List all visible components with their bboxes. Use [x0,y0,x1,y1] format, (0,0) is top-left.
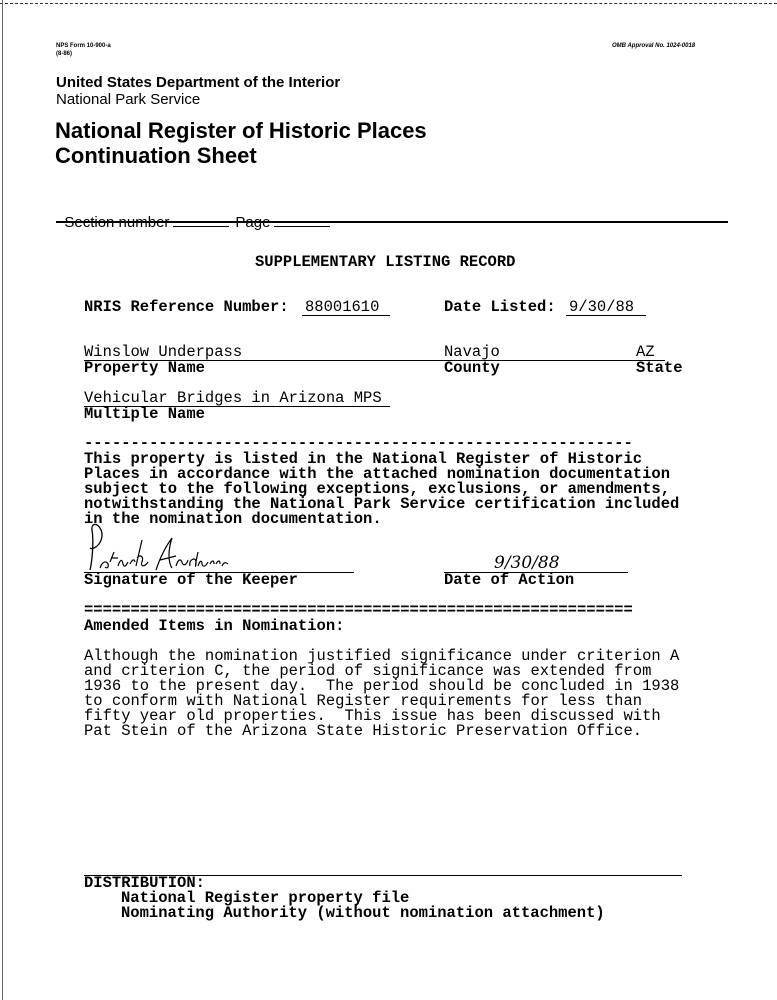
nris-value: 88001610 [305,298,380,316]
statement-line: subject to the following exceptions, exclusions, or amendments, [84,480,670,498]
date-listed-label: Date Listed: [444,298,556,316]
action-date-handwritten: 9/30/88 [494,553,560,573]
form-date: (8-86) [56,51,73,57]
amended-heading: Amended Items in Nomination: [84,617,345,635]
date-of-action-label: Date of Action [444,571,575,589]
property-name-value: Winslow Underpass [84,343,243,361]
dash-rule: ----------------------------------------------------------- [84,434,633,452]
signature-label: Signature of the Keeper [84,571,298,589]
page-title-line1: National Register of Historic Places [55,118,427,143]
distribution-heading: DISTRIBUTION: [84,874,205,892]
multiple-name-value: Vehicular Bridges in Arizona MPS [84,389,382,407]
amended-line: and criterion C, the period of significance was extended from [84,662,652,680]
top-border [0,3,777,4]
state-label: State [636,359,683,377]
county-label: County [444,359,500,377]
department: United States Department of the Interior [56,74,341,91]
page-title-line2: Continuation Sheet [55,143,257,168]
distribution-item: Nominating Authority (without nomination attachment) [121,904,605,922]
section-number-label: Section number [64,214,170,231]
section-number-blank [173,212,229,227]
amended-line: Although the nomination justified significance under criterion A [84,647,680,665]
statement-line: Places in accordance with the attached nomination documentation [84,465,670,483]
nris-underline [302,315,390,316]
record-heading: SUPPLEMENTARY LISTING RECORD [255,253,516,271]
multiple-name-label: Multiple Name [84,405,205,423]
property-name-label: Property Name [84,359,205,377]
county-value: Navajo [444,343,500,361]
statement-line: in the nomination documentation. [84,510,382,528]
distribution-item: National Register property file [121,889,410,907]
left-border [2,0,4,1000]
section-page-row [56,195,336,231]
statement-line: This property is listed in the National Register of Historic [84,450,643,468]
keeper-signature [82,522,242,572]
amended-line: fifty year old properties. This issue has been discussed with [84,707,661,725]
amended-line: to conform with National Register requirements for less than [84,692,643,710]
page-label: Page [235,214,271,231]
header-rule [56,221,728,223]
amended-line: 1936 to the present day. The period should be concluded in 1938 [84,677,680,695]
page-number-blank [274,212,330,227]
statement-line: notwithstanding the National Park Service certification included [84,495,680,513]
state-value: AZ [636,343,655,361]
omb-approval: OMB Approval No. 1024-0018 [612,43,696,49]
date-listed-underline [566,315,646,316]
amended-line: Pat Stein of the Arizona State Historic Preservation Office. [84,722,643,740]
agency: National Park Service [56,91,201,108]
equals-rule: =========================================================== [84,601,633,619]
date-listed-value: 9/30/88 [569,298,635,316]
nris-label: NRIS Reference Number: [84,298,289,316]
form-number: NPS Form 10-900-a [56,43,111,49]
